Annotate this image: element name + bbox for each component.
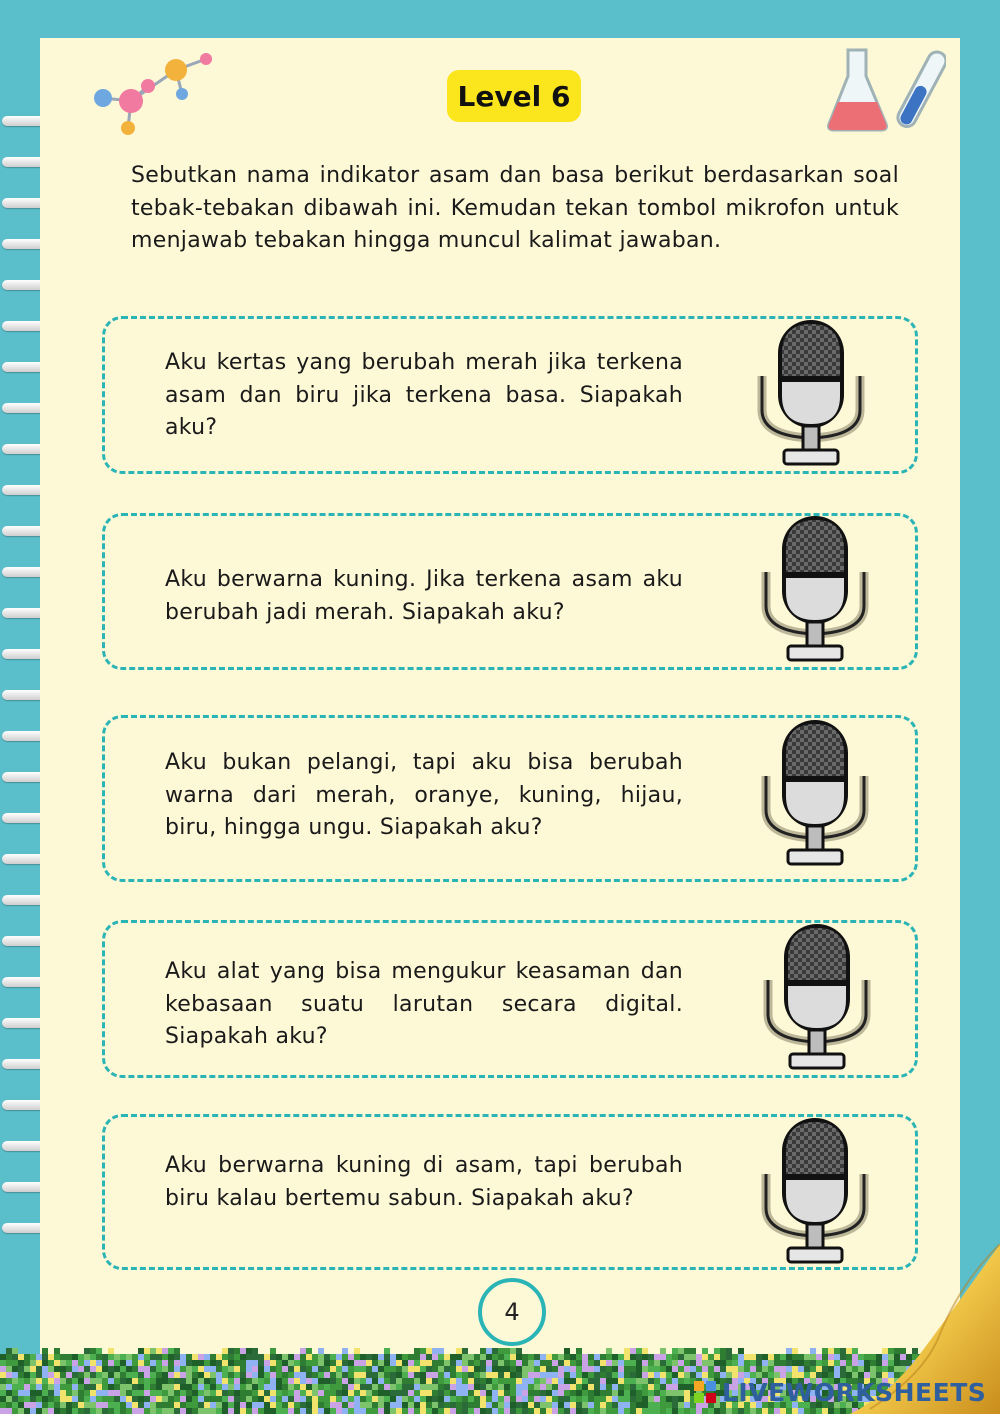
microphone-icon (760, 714, 870, 874)
question-text: Aku bukan pelangi, tapi aku bisa berubah warna dari merah, oranye, kuning, hijau, biru, hingga ungu. Siapakah aku? (165, 750, 683, 841)
microphone-icon (760, 510, 870, 670)
microphone-button-2[interactable] (760, 510, 870, 670)
microphone-button-3[interactable] (760, 714, 870, 874)
liveworksheets-logo-icon (694, 1381, 716, 1403)
molecule-icon (88, 48, 218, 140)
watermark-text: LIVEWORKSHEETS (722, 1377, 987, 1407)
question-text: Aku alat yang bisa mengukur keasaman dan kebasaan suatu larutan secara digital. Siapakah aku? (165, 959, 683, 1050)
question-text: Aku kertas yang berubah merah jika terkena asam dan biru jika terkena basa. Siapakah aku? (165, 350, 683, 441)
microphone-icon (756, 314, 866, 474)
level-badge: Level 6 (447, 70, 581, 122)
question-text: Aku berwarna kuning di asam, tapi berubah biru kalau bertemu sabun. Siapakah aku? (165, 1153, 683, 1211)
page-number: 4 (478, 1278, 546, 1346)
flask-icon (826, 46, 946, 136)
microphone-icon (762, 918, 872, 1078)
microphone-button-1[interactable] (756, 314, 866, 474)
question-text: Aku berwarna kuning. Jika terkena asam aku berubah jadi merah. Siapakah aku? (165, 567, 683, 625)
microphone-button-4[interactable] (762, 918, 872, 1078)
instructions-text: Sebutkan nama indikator asam dan basa berikut berdasarkan soal tebak-tebakan dibawah ini. Kemudan tekan tombol mikrofon untuk menjawab tebakan hingga muncul kalimat jawaban. (131, 163, 899, 254)
watermark (694, 1378, 986, 1406)
